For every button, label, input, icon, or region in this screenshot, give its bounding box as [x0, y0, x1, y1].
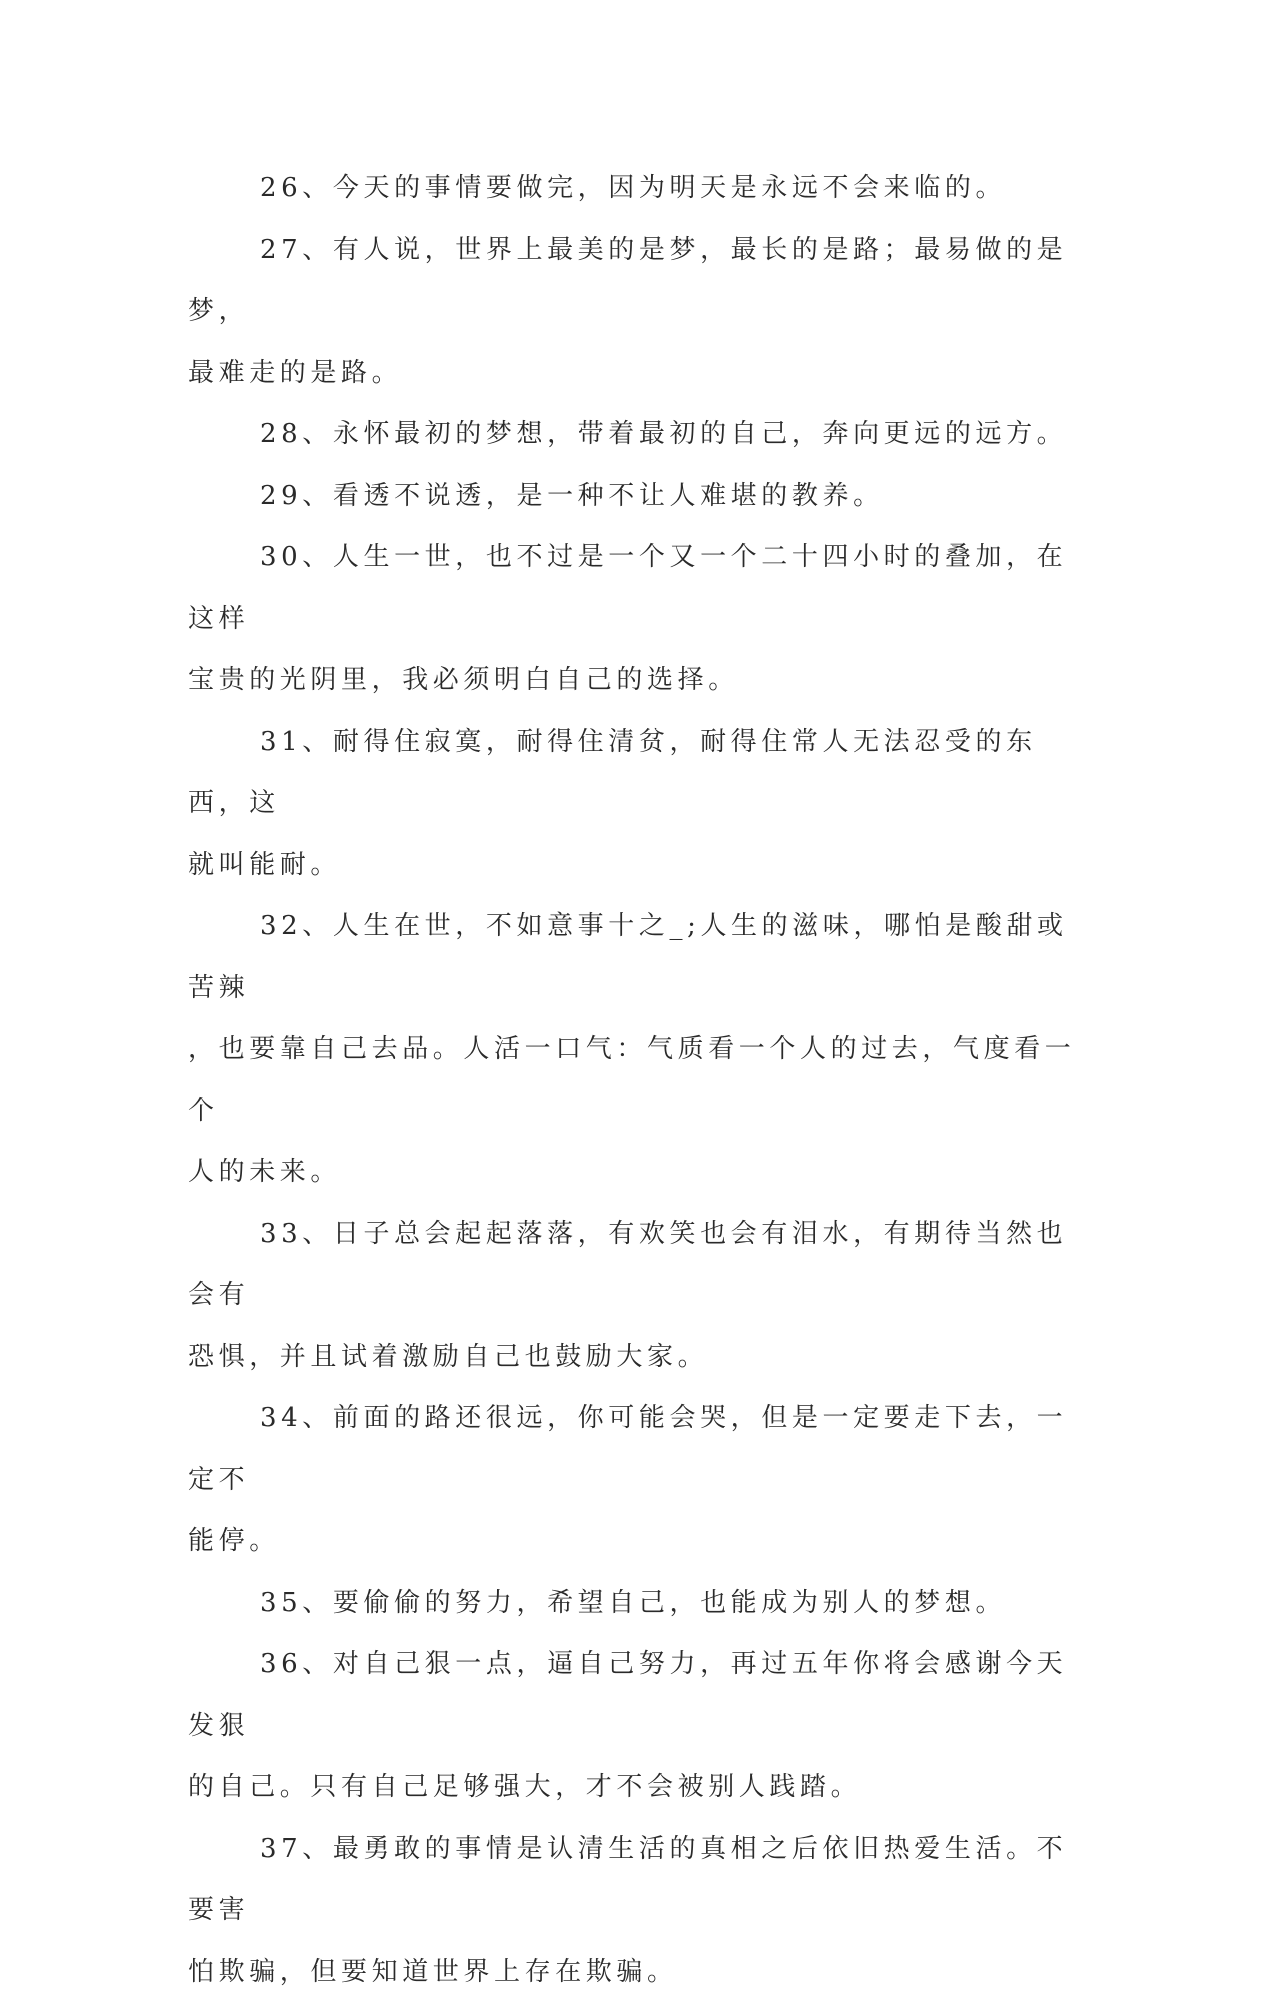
paragraph-30: 30、人生一世，也不过是一个又一个二十四小时的叠加，在这样 宝贵的光阴里，我必须明白自己的选择。 [188, 527, 1078, 712]
paragraph-31: 31、耐得住寂寞，耐得住清贫，耐得住常人无法忍受的东西，这 就叫能耐。 [188, 712, 1078, 897]
paragraph-27: 27、有人说，世界上最美的是梦，最长的是路；最易做的是梦， 最难走的是路。 [188, 220, 1078, 405]
document-body [188, 158, 1078, 2003]
paragraph-36: 36、对自己狠一点，逼自己努力，再过五年你将会感谢今天发狠 的自己。只有自己足够强大，才不会被别人践踏。 [188, 1634, 1078, 1819]
paragraph-33: 33、日子总会起起落落，有欢笑也会有泪水，有期待当然也会有 恐惧，并且试着激励自己也鼓励大家。 [188, 1204, 1078, 1389]
paragraph-29: 29、看透不说透，是一种不让人难堪的教养。 [188, 466, 1078, 528]
paragraph-34: 34、前面的路还很远，你可能会哭，但是一定要走下去，一定不 能停。 [188, 1388, 1078, 1573]
paragraph-35: 35、要偷偷的努力，希望自己，也能成为别人的梦想。 [188, 1573, 1078, 1635]
paragraph-28: 28、永怀最初的梦想，带着最初的自己，奔向更远的远方。 [188, 404, 1078, 466]
paragraph-37: 37、最勇敢的事情是认清生活的真相之后依旧热爱生活。不要害 怕欺骗，但要知道世界上存在欺骗。 [188, 1819, 1078, 2003]
paragraph-32: 32、人生在世，不如意事十之_;人生的滋味，哪怕是酸甜或苦辣 ，也要靠自己去品。人活一口气：气质看一个人的过去，气度看一个 人的未来。 [188, 896, 1078, 1204]
paragraph-26: 26、今天的事情要做完，因为明天是永远不会来临的。 [188, 158, 1078, 220]
